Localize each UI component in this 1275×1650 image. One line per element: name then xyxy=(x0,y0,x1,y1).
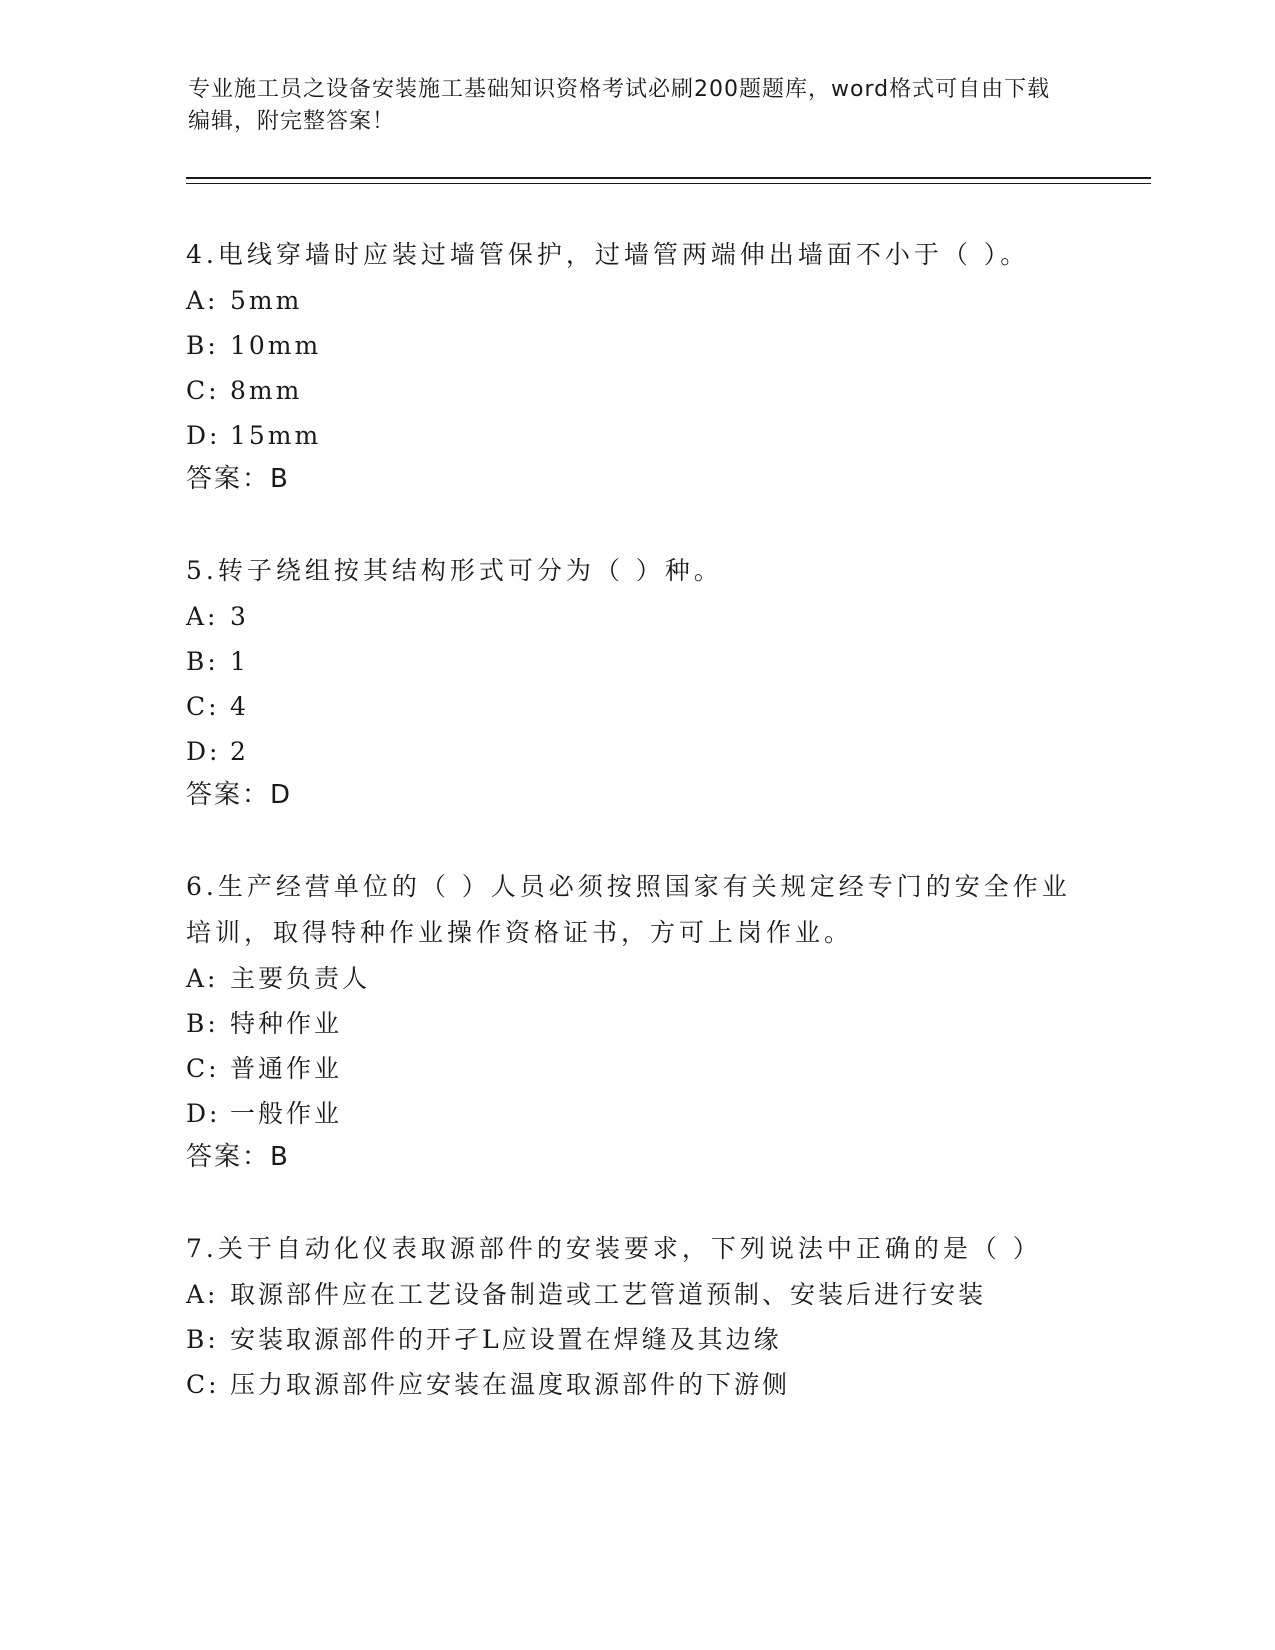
option-text: 15mm xyxy=(230,421,322,450)
question-stem: 5.转子绕组按其结构形式可分为（ ）种。 xyxy=(186,556,723,585)
option-text: 一般作业 xyxy=(230,1099,343,1128)
option-key: D: xyxy=(186,737,221,766)
option-text: 主要负责人 xyxy=(230,964,371,993)
option-list xyxy=(186,1272,1086,1407)
option-item xyxy=(186,1317,1086,1362)
option-text: 2 xyxy=(230,737,249,766)
header-divider-thin xyxy=(186,183,1151,184)
option-text: 1 xyxy=(230,647,249,676)
question-stem: 7.关于自动化仪表取源部件的安装要求，下列说法中正确的是（ ） xyxy=(186,1234,1042,1263)
option-text: 特种作业 xyxy=(230,1009,343,1038)
option-text: 10mm xyxy=(230,331,322,360)
option-key: C: xyxy=(186,1370,220,1399)
question-block xyxy=(186,864,1086,1178)
option-key: B: xyxy=(186,647,219,676)
option-item xyxy=(186,323,1086,368)
question-block xyxy=(186,232,1086,500)
question-stem: 6.生产经营单位的（ ）人员必须按照国家有关规定经专门的安全作业培训，取得特种作业操作资格证书，方可上岗作业。 xyxy=(186,872,1071,947)
option-list xyxy=(186,956,1086,1136)
option-item xyxy=(186,368,1086,413)
question-block xyxy=(186,548,1086,816)
option-item xyxy=(186,1001,1086,1046)
option-text: 8mm xyxy=(230,376,303,405)
option-item xyxy=(186,594,1086,639)
option-key: B: xyxy=(186,331,219,360)
option-text: 普通作业 xyxy=(230,1054,343,1083)
option-key: A: xyxy=(186,286,219,315)
option-list xyxy=(186,278,1086,458)
option-key: A: xyxy=(186,602,219,631)
option-text: 4 xyxy=(230,692,249,721)
answer-line: 答案：B xyxy=(186,464,290,494)
option-item xyxy=(186,1046,1086,1091)
document-header-title: 专业施工员之设备安装施工基础知识资格考试必刷200题题库，word格式可自由下载编辑，附完整答案！ xyxy=(188,77,1051,134)
question-stem: 4.电线穿墙时应装过墙管保护，过墙管两端伸出墙面不小于（ ）。 xyxy=(186,240,1030,269)
answer-line: 答案：D xyxy=(186,780,293,810)
option-key: C: xyxy=(186,692,220,721)
option-item xyxy=(186,956,1086,1001)
option-text: 3 xyxy=(230,602,249,631)
option-text: 安装取源部件的开孑L应设置在焊缝及其边缘 xyxy=(230,1325,782,1354)
option-key: D: xyxy=(186,421,221,450)
option-text: 取源部件应在工艺设备制造或工艺管道预制、安装后进行安装 xyxy=(230,1280,987,1309)
option-item xyxy=(186,729,1086,774)
option-item xyxy=(186,413,1086,458)
option-item xyxy=(186,1362,1086,1407)
option-key: A: xyxy=(186,964,219,993)
question-block xyxy=(186,1226,1086,1407)
option-key: A: xyxy=(186,1280,219,1309)
option-item xyxy=(186,278,1086,323)
option-item xyxy=(186,1272,1086,1317)
option-list xyxy=(186,594,1086,774)
option-key: B: xyxy=(186,1325,219,1354)
option-key: C: xyxy=(186,376,220,405)
option-key: D: xyxy=(186,1099,221,1128)
option-key: B: xyxy=(186,1009,219,1038)
header-divider-thick xyxy=(186,177,1151,179)
option-key: C: xyxy=(186,1054,220,1083)
answer-line: 答案：B xyxy=(186,1142,290,1172)
option-item xyxy=(186,684,1086,729)
question-list xyxy=(186,232,1086,1407)
option-item xyxy=(186,1091,1086,1136)
option-text: 5mm xyxy=(230,286,303,315)
option-item xyxy=(186,639,1086,684)
option-text: 压力取源部件应安装在温度取源部件的下游侧 xyxy=(230,1370,791,1399)
